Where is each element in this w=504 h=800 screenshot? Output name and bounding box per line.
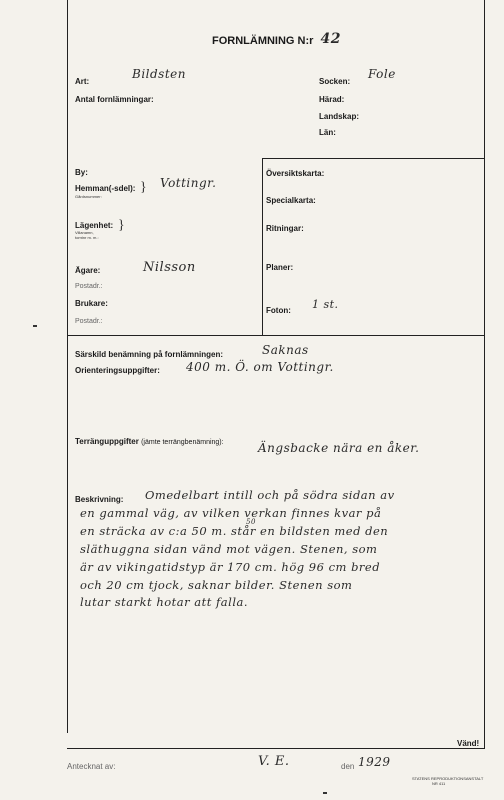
postadr1-label: Postadr.: [75, 283, 103, 290]
monument-number: 42 [320, 31, 341, 47]
harad-label: Härad: [319, 95, 345, 104]
lagenhet-sub1: Villanamn, [75, 230, 94, 235]
hemman-brace: } [140, 180, 147, 195]
hemman-value: Vottingr. [160, 176, 217, 190]
oversikt-label: Översiktskarta: [266, 169, 325, 178]
margin-mark [323, 792, 327, 794]
foton-value: 1 st. [312, 298, 339, 311]
terrang-label-text: Terränguppgifter [75, 437, 139, 446]
terrang-label [75, 437, 224, 446]
beskrivning-line-4: släthuggna sidan vänd mot vägen. Stenen, som [80, 542, 378, 556]
socken-label: Socken: [319, 77, 351, 86]
bottom-border [67, 748, 485, 749]
left-border [67, 0, 68, 733]
special-label: Specialkarta: [266, 196, 316, 205]
beskrivning-line-5: är av vikingatidstyp är 170 cm. hög 96 cm bred [80, 560, 381, 574]
margin-mark [33, 325, 37, 327]
lagenhet-brace: } [118, 218, 125, 233]
beskrivning-superscript: 50 [246, 518, 256, 526]
right-border [484, 0, 485, 748]
ritningar-label: Ritningar: [266, 224, 304, 233]
socken-value: Fole [368, 67, 396, 81]
page-title [212, 32, 341, 48]
printer-line-2: NR 411 [432, 781, 446, 786]
antecknat-value: V. E. [258, 754, 290, 769]
box-top-line [262, 158, 484, 159]
printer-line-1: STATENS REPRODUKTIONSANSTALT [412, 776, 484, 781]
vand-label: Vänd! [457, 739, 480, 748]
agare-label: Ägare: [75, 266, 101, 275]
agare-value: Nilsson [143, 260, 196, 275]
den-value: 1929 [358, 755, 391, 769]
box-divider [262, 158, 263, 335]
box-bottom-line [67, 335, 485, 336]
orient-label: Orienteringsuppgifter: [75, 366, 160, 375]
terrang-value: Ängsbacke nära en åker. [258, 441, 420, 455]
hemman-sub: Gårdsnummer: [75, 194, 102, 199]
beskrivning-line-2: en gammal väg, av vilken verkan finnes kvar på [80, 506, 382, 520]
den-label: den [341, 762, 355, 771]
orient-value: 400 m. Ö. om Vottingr. [186, 360, 334, 374]
lan-label: Län: [319, 128, 336, 137]
lagenhet-sub2: tomtnr m. m.: [75, 235, 99, 240]
beskrivning-label: Beskrivning: [75, 495, 124, 504]
art-value: Bildsten [132, 67, 186, 81]
lagenhet-label: Lägenhet: [75, 221, 114, 230]
antal-label: Antal fornlämningar: [75, 95, 154, 104]
planer-label: Planer: [266, 263, 294, 272]
beskrivning-line-1: Omedelbart intill och på södra sidan av [145, 488, 395, 502]
beskrivning-line-6: och 20 cm tjock, saknar bilder. Stenen som [80, 578, 353, 592]
postadr2-label: Postadr.: [75, 318, 103, 325]
beskrivning-line-3: en sträcka av c:a 50 m. står en bildsten med den [80, 524, 389, 538]
hemman-label: Hemman(-sdel): [75, 184, 136, 193]
by-label: By: [75, 168, 88, 177]
terrang-sub: (jämte terrängbenämning): [141, 439, 224, 446]
beskrivning-line-7: lutar starkt hotar att falla. [80, 595, 249, 609]
title-text: FORNLÄMNING N:r [212, 35, 314, 47]
brukare-label: Brukare: [75, 299, 108, 308]
foton-label: Foton: [266, 306, 291, 315]
sarskild-label: Särskild benämning på fornlämningen: [75, 350, 224, 359]
antecknat-label: Antecknat av: [67, 762, 116, 771]
sarskild-value: Saknas [262, 343, 309, 357]
art-label: Art: [75, 77, 90, 86]
landskap-label: Landskap: [319, 112, 360, 121]
